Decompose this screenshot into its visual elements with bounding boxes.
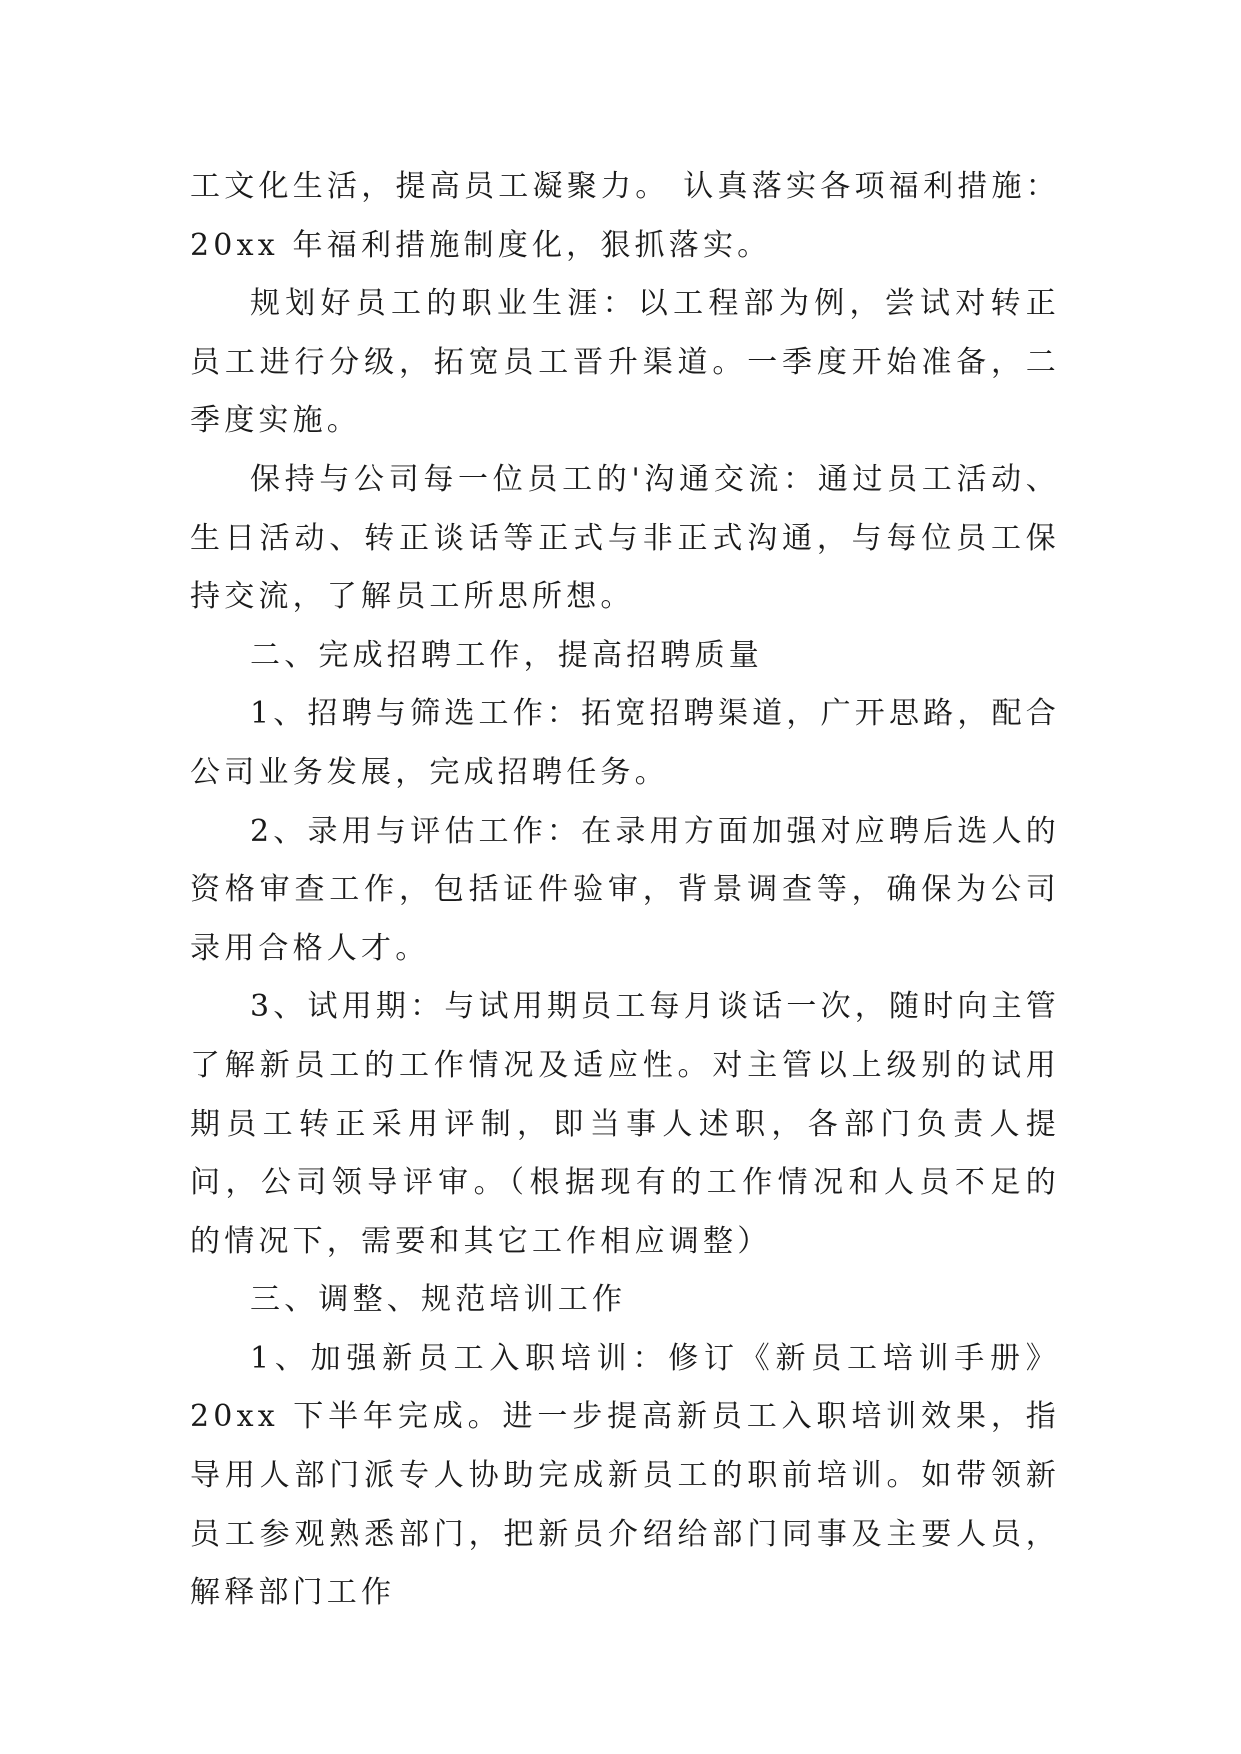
paragraph-career-planning: 规划好员工的职业生涯：以工程部为例，尝试对转正员工进行分级，拓宽员工晋升渠道。一季度开始准备，二季度实施。 — [190, 286, 1060, 439]
heading-recruitment: 二、完成招聘工作，提高招聘质量 — [250, 637, 763, 673]
heading-training: 三、调整、规范培训工作 — [250, 1282, 627, 1318]
paragraph-onboarding-training: 1、加强新员工入职培训：修订《新员工培训手册》20xx 下半年完成。进一步提高新员工入职培训效果，指导用人部门派专人协助完成新员工的职前培训。如带领新员工参观熟悉部门，把新员介绍给部门同事及主要人员，解释部门工作 — [190, 1340, 1060, 1611]
paragraph-welfare: 工文化生活，提高员工凝聚力。 认真落实各项福利措施：20xx 年福利措施制度化，狠抓落实。 — [190, 169, 1060, 263]
document-body — [190, 158, 1060, 1623]
paragraph-hiring-evaluation: 2、录用与评估工作：在录用方面加强对应聘后选人的资格审查工作，包括证件验审，背景调查等，确保为公司录用合格人才。 — [190, 813, 1060, 966]
paragraph-recruit-screening: 1、招聘与筛选工作：拓宽招聘渠道，广开思路，配合公司业务发展，完成招聘任务。 — [190, 696, 1060, 790]
paragraph-probation: 3、试用期：与试用期员工每月谈话一次，随时向主管了解新员工的工作情况及适应性。对主管以上级别的试用期员工转正采用评制，即当事人述职，各部门负责人提问，公司领导评审。（根据现有的工作情况和人员不足的的情况下，需要和其它工作相应调整） — [190, 989, 1060, 1259]
paragraph-communication: 保持与公司每一位员工的'沟通交流：通过员工活动、生日活动、转正谈话等正式与非正式沟通，与每位员工保持交流，了解员工所思所想。 — [190, 461, 1060, 615]
